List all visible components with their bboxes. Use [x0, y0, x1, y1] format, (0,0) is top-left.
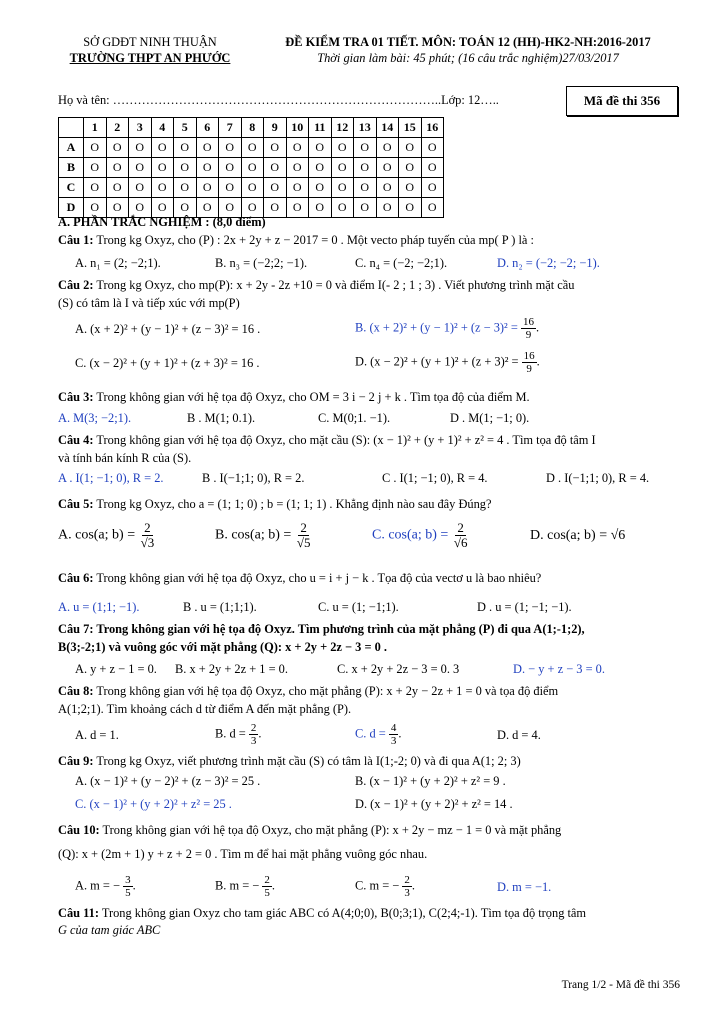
question-text: Trong không gian với hệ tọa độ Oxyz, cho OM = 3 i − 2 j + k . Tìm tọa độ của điểm M. — [96, 390, 530, 404]
q2-option-d[interactable]: D. (x − 2)² + (y + 1)² + (z + 3)² = $\frac{16}{9}$ . — [355, 350, 540, 375]
denominator: 9 — [525, 329, 532, 341]
denominator: √6 — [453, 535, 468, 550]
answer-bubble-9-c[interactable]: O — [264, 178, 287, 198]
answer-bubble-9-a[interactable]: O — [264, 138, 287, 158]
q3-option-d[interactable]: D . M(1; −1; 0). — [450, 411, 530, 425]
q5-option-a[interactable] — [58, 521, 156, 550]
answer-row-label: A — [59, 138, 84, 158]
answer-bubble-5-a[interactable]: O — [174, 138, 197, 158]
q9-option-a[interactable]: A. (x − 1)² + (y − 2)² + (z − 3)² = 25 . — [75, 774, 261, 788]
question-4 — [58, 433, 596, 448]
answer-bubble-10-d[interactable]: O — [286, 198, 309, 218]
option-prefix: B. (x + 2)² + (y − 1)² + (z − 3)² = — [355, 320, 518, 335]
question-label: Câu 9: — [58, 754, 94, 768]
question-6 — [58, 571, 541, 586]
option-prefix: D. (x − 2)² + (y + 1)² + (z + 3)² = — [355, 354, 519, 369]
answer-bubble-12-c[interactable]: O — [331, 178, 354, 198]
numerator: 2 — [300, 520, 307, 535]
question-11-line2: G của tam giác ABC — [58, 923, 161, 937]
answer-bubble-5-d[interactable]: O — [174, 198, 197, 218]
question-number-7: 7 — [219, 118, 242, 138]
q4-option-b[interactable]: B . I(−1;1; 0), R = 2. — [202, 471, 305, 485]
question-label: Câu 8: — [58, 684, 94, 698]
answer-bubble-6-c[interactable]: O — [196, 178, 219, 198]
q5-option-c[interactable] — [372, 521, 469, 550]
q10-option-c[interactable]: C. m = − $\frac{2}{3}$ . — [355, 874, 415, 899]
option-prefix: B. cos(a; b) = — [215, 527, 292, 543]
question-number-5: 5 — [174, 118, 197, 138]
question-5 — [58, 497, 492, 512]
q9-option-d[interactable]: D. (x − 1)² + (y + 2)² + z² = 14 . — [355, 797, 513, 811]
q6-option-a[interactable]: A. u = (1;1; −1). — [58, 600, 140, 614]
q1-option-c[interactable]: C. n₄ = (−2; −2;1). — [355, 256, 448, 270]
q2-option-b[interactable]: B. (x + 2)² + (y − 1)² + (z − 3)² = $\frac{16}{9}$ . — [355, 316, 540, 341]
answer-row-c — [59, 178, 444, 198]
question-text: Trong kg Oxyz, cho mp(P): x + 2y - 2z +10 = 0 và điểm I(- 2 ; 1 ; 3) . Viết phương trình mặt cầu — [96, 278, 575, 292]
answer-bubble-16-c[interactable]: O — [421, 178, 444, 198]
answer-bubble-3-d[interactable]: O — [129, 198, 152, 218]
question-number-9: 9 — [264, 118, 287, 138]
header-right — [258, 34, 678, 66]
question-number-15: 15 — [399, 118, 422, 138]
page-footer: Trang 1/2 - Mã đề thi 356 — [561, 979, 680, 991]
answer-bubble-5-b[interactable]: O — [174, 158, 197, 178]
fraction — [521, 316, 536, 341]
question-number-1: 1 — [84, 118, 107, 138]
answer-bubble-6-a[interactable]: O — [196, 138, 219, 158]
question-number-11: 11 — [309, 118, 332, 138]
question-text: Trong kg Oxyz, cho (P) : 2x + 2y + z − 2017 = 0 . Một vecto pháp tuyến của mp( P ) là : — [96, 233, 534, 247]
answer-bubble-11-c[interactable]: O — [309, 178, 332, 198]
question-number-4: 4 — [151, 118, 174, 138]
question-10 — [58, 823, 561, 838]
answer-bubble-1-d[interactable]: O — [84, 198, 107, 218]
question-number-13: 13 — [354, 118, 377, 138]
question-11 — [58, 906, 586, 921]
answer-bubble-15-c[interactable]: O — [399, 178, 422, 198]
question-text: Trong không gian Oxyz cho tam giác ABC có A(4;0;0), B(0;3;1), C(2;4;-1). Tìm tọa độ trọng tâm — [101, 906, 587, 920]
option-prefix: B. m = − — [215, 878, 260, 893]
answer-bubble-7-d[interactable]: O — [219, 198, 242, 218]
question-number-3: 3 — [129, 118, 152, 138]
answer-bubble-15-b[interactable]: O — [399, 158, 422, 178]
fraction — [389, 722, 399, 747]
section-title: A. PHẦN TRẮC NGHIỆM : (8,0 điểm) — [58, 215, 266, 229]
option-prefix: C. m = − — [355, 878, 400, 893]
fraction — [139, 521, 157, 550]
department-name: SỞ GDĐT NINH THUẬN — [83, 35, 217, 49]
answer-row-b — [59, 158, 444, 178]
question-number-12: 12 — [331, 118, 354, 138]
question-label: Câu 2: — [58, 278, 94, 292]
answer-bubble-6-d[interactable]: O — [196, 198, 219, 218]
denominator: √3 — [140, 535, 155, 550]
q8-option-c[interactable]: C. d = $\frac{4}{3}$ . — [355, 722, 402, 747]
question-label: Câu 10: — [58, 823, 100, 837]
q10-option-a[interactable]: A. m = − $\frac{3}{5}$ . — [75, 874, 136, 899]
answer-bubble-9-d[interactable]: O — [264, 198, 287, 218]
question-1 — [58, 233, 534, 248]
q5-option-d[interactable]: D. cos(a; b) = √6 — [530, 528, 626, 543]
question-text: Trong không gian với hệ tọa độ Oxyz. Tìm phương trình của mặt phẳng (P) đi qua A(1;-1;2), — [96, 622, 585, 636]
numerator: 3 — [125, 874, 131, 886]
fraction — [295, 521, 313, 550]
fraction — [402, 874, 412, 899]
answer-bubble-5-c[interactable]: O — [174, 178, 197, 198]
question-2-line2: (S) có tâm là I và tiếp xúc với mp(P) — [58, 296, 240, 310]
q9-option-c[interactable]: C. (x − 1)² + (y + 2)² + z² = 25 . — [75, 797, 232, 811]
question-text: Trong không gian với hệ tọa độ Oxyz, cho u = i + j − k . Tọa độ của vectơ u là bao nhiêu? — [96, 571, 542, 585]
question-number-6: 6 — [196, 118, 219, 138]
q8-option-b[interactable]: B. d = $\frac{2}{3}$ . — [215, 722, 262, 747]
answer-bubble-14-b[interactable]: O — [376, 158, 399, 178]
question-number-2: 2 — [106, 118, 129, 138]
answer-bubble-11-a[interactable]: O — [309, 138, 332, 158]
exam-title: ĐỀ KIỂM TRA 01 TIẾT. MÔN: TOÁN 12 (HH)-HK2-NH:2016-2017 — [285, 35, 651, 49]
answer-bubble-13-c[interactable]: O — [354, 178, 377, 198]
question-label: Câu 3: — [58, 390, 94, 404]
answer-bubble-7-b[interactable]: O — [219, 158, 242, 178]
answer-bubble-8-a[interactable]: O — [241, 138, 264, 158]
q2-option-c[interactable]: C. (x − 2)² + (y + 1)² + (z + 3)² = 16 . — [75, 356, 260, 370]
q3-option-a[interactable]: A. M(3; −2;1). — [58, 411, 132, 425]
question-label: Câu 7: — [58, 622, 94, 636]
answer-bubble-13-b[interactable]: O — [354, 158, 377, 178]
q8-option-a[interactable]: A. d = 1. — [75, 728, 119, 742]
question-8 — [58, 684, 558, 699]
fraction — [522, 350, 537, 375]
q6-option-c[interactable]: C. u = (1; −1;1). — [318, 600, 399, 614]
q4-option-d[interactable]: D . I(−1;1; 0), R = 4. — [546, 471, 650, 485]
answer-bubble-3-a[interactable]: O — [129, 138, 152, 158]
q1-option-d[interactable]: D. n₂ = (−2; −2; −1). — [497, 256, 600, 270]
answer-row-a — [59, 138, 444, 158]
answer-bubble-8-d[interactable]: O — [241, 198, 264, 218]
q10-option-d[interactable]: D. m = −1. — [497, 880, 552, 894]
question-label: Câu 5: — [58, 497, 94, 511]
denominator: 5 — [264, 887, 270, 899]
answer-bubble-16-b[interactable]: O — [421, 158, 444, 178]
numerator: 2 — [144, 520, 151, 535]
numerator: 2 — [457, 520, 464, 535]
answer-bubble-6-b[interactable]: O — [196, 158, 219, 178]
question-number-8: 8 — [241, 118, 264, 138]
question-3 — [58, 390, 530, 405]
denominator: 9 — [526, 363, 532, 375]
answer-bubble-4-d[interactable]: O — [151, 198, 174, 218]
q3-option-c[interactable]: C. M(0;1. −1). — [318, 411, 391, 425]
answer-bubble-13-a[interactable]: O — [354, 138, 377, 158]
denominator: 5 — [125, 887, 131, 899]
answer-bubble-13-d[interactable]: O — [354, 198, 377, 218]
answer-bubble-12-d[interactable]: O — [331, 198, 354, 218]
answer-row-label: C — [59, 178, 84, 198]
denominator: 3 — [250, 735, 257, 747]
answer-bubble-15-a[interactable]: O — [399, 138, 422, 158]
numerator: 2 — [264, 874, 270, 886]
q1-option-a[interactable]: A. n₁ = (2; −2;1). — [75, 256, 161, 270]
answer-bubble-14-c[interactable]: O — [376, 178, 399, 198]
exam-code-box: Mã đề thi 356 — [566, 86, 678, 116]
q5-option-b[interactable] — [215, 521, 312, 550]
answer-bubble-3-c[interactable]: O — [129, 178, 152, 198]
answer-bubble-10-a[interactable]: O — [286, 138, 309, 158]
q9-option-b[interactable]: B. (x − 1)² + (y + 2)² + z² = 9 . — [355, 774, 506, 788]
header-left — [60, 34, 240, 66]
answer-bubble-1-a[interactable]: O — [84, 138, 107, 158]
numerator: 2 — [404, 874, 410, 886]
fraction — [262, 874, 272, 899]
numerator: 16 — [523, 350, 535, 362]
question-number-14: 14 — [376, 118, 399, 138]
q7-option-a[interactable]: A. y + z − 1 = 0. — [75, 662, 157, 676]
answer-bubble-11-d[interactable]: O — [309, 198, 332, 218]
q4-option-a[interactable]: A . I(1; −1; 0), R = 2. — [58, 471, 164, 485]
grid-corner — [59, 118, 84, 138]
question-10-line2: (Q): x + (2m + 1) y + z + 2 = 0 . Tìm m để hai mặt phẳng vuông góc nhau. — [58, 847, 428, 861]
numerator: 2 — [250, 722, 257, 734]
question-text: Trong kg Oxyz, cho a = (1; 1; 0) ; b = (1; 1; 1) . Khẳng định nào sau đây Đúng? — [96, 497, 492, 511]
question-7-line2: B(3;-2;1) và vuông góc với mặt phẳng (Q): x + 2y + 2z − 3 = 0 . — [58, 640, 388, 654]
q6-option-d[interactable]: D . u = (1; −1; −1). — [477, 600, 572, 614]
answer-bubble-3-b[interactable]: O — [129, 158, 152, 178]
answer-bubble-7-c[interactable]: O — [219, 178, 242, 198]
question-label: Câu 4: — [58, 433, 94, 447]
q7-option-d[interactable]: D. − y + z − 3 = 0. — [513, 662, 605, 676]
answer-bubble-2-a[interactable]: O — [106, 138, 129, 158]
answer-bubble-4-b[interactable]: O — [151, 158, 174, 178]
question-2 — [58, 278, 574, 293]
q7-option-b[interactable]: B. x + 2y + 2z + 1 = 0. — [175, 662, 288, 676]
answer-bubble-1-b[interactable]: O — [84, 158, 107, 178]
question-4-line2: và tính bán kính R của (S). — [58, 451, 192, 465]
answer-bubble-8-b[interactable]: O — [241, 158, 264, 178]
answer-bubble-16-a[interactable]: O — [421, 138, 444, 158]
question-label: Câu 11: — [58, 906, 99, 920]
q10-option-b[interactable]: B. m = − $\frac{2}{5}$ . — [215, 874, 275, 899]
answer-bubble-12-b[interactable]: O — [331, 158, 354, 178]
answer-bubble-2-b[interactable]: O — [106, 158, 129, 178]
answer-bubble-8-c[interactable]: O — [241, 178, 264, 198]
fraction — [249, 722, 259, 747]
answer-bubble-2-d[interactable]: O — [106, 198, 129, 218]
option-prefix: A. m = − — [75, 878, 120, 893]
q6-option-b[interactable]: B . u = (1;1;1). — [183, 600, 257, 614]
q7-option-c[interactable]: C. x + 2y + 2z − 3 = 0. 3 — [337, 662, 460, 676]
numerator: 16 — [522, 316, 534, 328]
option-prefix: A. cos(a; b) = — [58, 527, 136, 543]
answer-bubble-14-d[interactable]: O — [376, 198, 399, 218]
question-8-line2: A(1;2;1). Tìm khoảng cách d từ điểm A đến mặt phẳng (P). — [58, 702, 352, 716]
answer-bubble-14-a[interactable]: O — [376, 138, 399, 158]
answer-bubble-4-c[interactable]: O — [151, 178, 174, 198]
school-name: TRƯỜNG THPT AN PHƯỚC — [69, 51, 231, 65]
q4-option-c[interactable]: C . I(1; −1; 0), R = 4. — [382, 471, 488, 485]
question-number-16: 16 — [421, 118, 444, 138]
question-label: Câu 6: — [58, 571, 94, 585]
denominator: √5 — [296, 535, 311, 550]
question-label: Câu 1: — [58, 233, 94, 247]
question-text: Trong kg Oxyz, viết phương trình mặt cầu (S) có tâm là I(1;-2; 0) và đi qua A(1; 2; 3) — [96, 754, 521, 768]
answer-bubble-1-c[interactable]: O — [84, 178, 107, 198]
answer-grid-header-row — [59, 118, 444, 138]
question-text: Trong không gian với hệ tọa độ Oxyz, cho mặt phẳng (P): x + 2y − 2z + 1 = 0 và tọa độ điểm — [96, 684, 559, 698]
denominator: 3 — [390, 735, 397, 747]
answer-bubble-9-b[interactable]: O — [264, 158, 287, 178]
question-7 — [58, 622, 585, 637]
question-number-10: 10 — [286, 118, 309, 138]
answer-row-label: D — [59, 198, 84, 218]
fraction — [452, 521, 470, 550]
answer-bubble-2-c[interactable]: O — [106, 178, 129, 198]
answer-bubble-15-d[interactable]: O — [399, 198, 422, 218]
q2-option-a[interactable]: A. (x + 2)² + (y − 1)² + (z − 3)² = 16 . — [75, 322, 261, 336]
answer-grid — [58, 117, 444, 218]
answer-bubble-11-b[interactable]: O — [309, 158, 332, 178]
answer-bubble-10-b[interactable]: O — [286, 158, 309, 178]
answer-bubble-10-c[interactable]: O — [286, 178, 309, 198]
option-prefix: C. d = — [355, 726, 386, 741]
question-text: Trong không gian với hệ tọa độ Oxyz, cho mặt phẳng (P): x + 2y − mz − 1 = 0 và mặt phẳng — [102, 823, 562, 837]
option-prefix: C. cos(a; b) = — [372, 527, 449, 543]
fraction — [123, 874, 133, 899]
q1-option-b[interactable]: B. n₃ = (−2;2; −1). — [215, 256, 308, 270]
question-9 — [58, 754, 521, 769]
q8-option-d[interactable]: D. d = 4. — [497, 728, 541, 742]
question-text: Trong không gian với hệ tọa độ Oxyz, cho mặt cầu (S): (x − 1)² + (y + 1)² + z² = 4 . Tìm tọa độ tâm I — [96, 433, 596, 447]
student-name-line: Họ và tên: ……………………………………………………………………..Lớp: 12….. — [58, 93, 499, 107]
answer-bubble-12-a[interactable]: O — [331, 138, 354, 158]
q3-option-b[interactable]: B . M(1; 0.1). — [187, 411, 256, 425]
answer-bubble-16-d[interactable]: O — [421, 198, 444, 218]
answer-bubble-7-a[interactable]: O — [219, 138, 242, 158]
answer-row-label: B — [59, 158, 84, 178]
denominator: 3 — [404, 887, 410, 899]
exam-subtitle: Thời gian làm bài: 45 phút; (16 câu trắc nghiệm)27/03/2017 — [317, 51, 619, 65]
option-prefix: B. d = — [215, 726, 246, 741]
answer-bubble-4-a[interactable]: O — [151, 138, 174, 158]
numerator: 4 — [390, 722, 397, 734]
